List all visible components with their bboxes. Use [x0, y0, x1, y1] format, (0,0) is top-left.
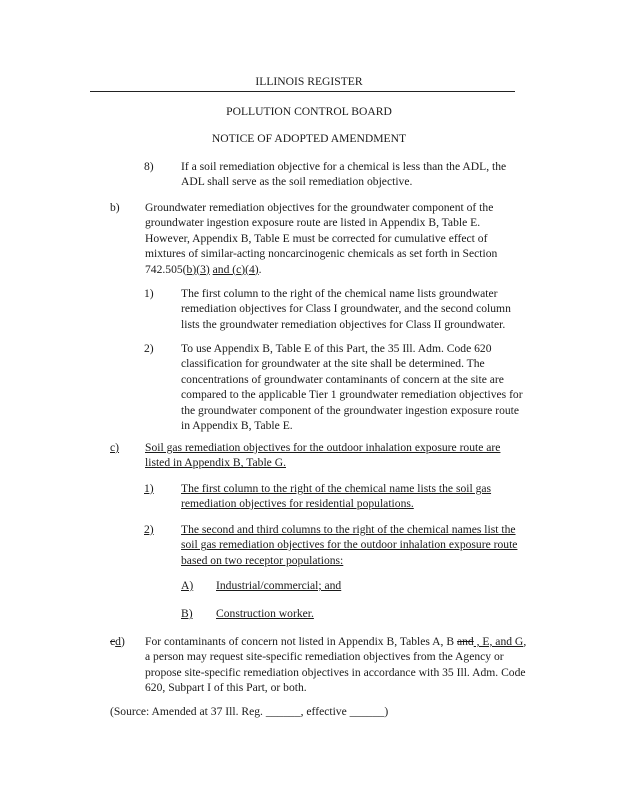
section-b-item1-text: The first column to the right of the chemical name lists groundwater remediation objectives for Class I groundwater, and the second column lists the groundwater remediation objectives for Class II groundwater.	[181, 287, 511, 331]
section-c-subA-label: A)	[181, 579, 194, 592]
section-c-subB-text: Construction worker.	[216, 607, 314, 620]
section-d-label	[110, 634, 125, 649]
section-b-item2-text: To use Appendix B, Table E of this Part, the 35 Ill. Adm. Code 620 classification for groundwater at the site shall be determined. The concentrations of groundwater contaminants of concern at the site are compared to the applicable Tier 1 groundwater remediation objectives for the groundwater component of the groundwater ingestion exposure route in Appendix B, Table E.	[181, 342, 523, 433]
item8-label: 8)	[144, 160, 154, 173]
section-d-text-b: , a person may request site-specific remediation objectives from the Agency or propose site-specific remediation objectives in accordance with 35 Ill. Adm. Code 620, Subpart I of this Part, or both.	[145, 635, 527, 695]
section-c-subA-text: Industrial/commercial; and	[216, 579, 342, 592]
item8-text: If a soil remediation objective for a chemical is less than the ADL, the ADL shall serve as the soil remediation objective.	[181, 160, 507, 189]
register-title: ILLINOIS REGISTER	[255, 75, 363, 88]
section-b-item2-label: 2)	[144, 342, 154, 355]
section-b-insert-1: b)(3)	[186, 262, 210, 276]
section-d-inserted: , E, and G	[473, 635, 524, 648]
section-d-label-paren: )	[120, 635, 125, 648]
section-b-insert-2: and (c)(4)	[212, 262, 259, 276]
section-c-item2-label: 2)	[144, 523, 154, 536]
section-c-label: c)	[110, 441, 120, 454]
section-c-text: Soil gas remediation objectives for the outdoor inhalation exposure route are listed in Appendix B, Table G.	[145, 441, 501, 470]
section-b-label: b)	[110, 201, 120, 214]
section-b-text-main: Groundwater remediation objectives for the groundwater component of the groundwater ingestion exposure route are listed in Appendix B, Table E. However, Appendix B, Table E must be corrected for cumulative effect of mixtures of similar-acting noncarcinogenic chemicals as set forth in Section 742.505(	[145, 201, 498, 276]
section-c-subB-label: B)	[181, 607, 193, 620]
section-b-text	[145, 200, 527, 277]
header-rule	[90, 91, 515, 92]
section-d-text	[145, 634, 529, 696]
section-d-label-old: c	[110, 635, 116, 648]
section-c-item2-text: The second and third columns to the right of the chemical names list the soil gas remediation objectives for the outdoor inhalation exposure route based on two receptor populations:	[181, 523, 518, 567]
section-c-item1-text: The first column to the right of the chemical name lists the soil gas remediation objectives for residential populations.	[181, 482, 492, 511]
section-b-item1-label: 1)	[144, 287, 154, 300]
board-title: POLLUTION CONTROL BOARD	[226, 105, 392, 118]
notice-title: NOTICE OF ADOPTED AMENDMENT	[211, 132, 407, 145]
section-d-label-new: d	[115, 635, 121, 648]
section-d-deleted: and	[456, 635, 474, 648]
section-b-end: .	[258, 262, 262, 276]
source-note: (Source: Amended at 37 Ill. Reg. ______, effective ______)	[110, 705, 389, 718]
section-d-text-a: For contaminants of concern not listed in Appendix B, Tables A, B	[145, 635, 457, 648]
section-c-item1-label: 1)	[144, 482, 154, 495]
